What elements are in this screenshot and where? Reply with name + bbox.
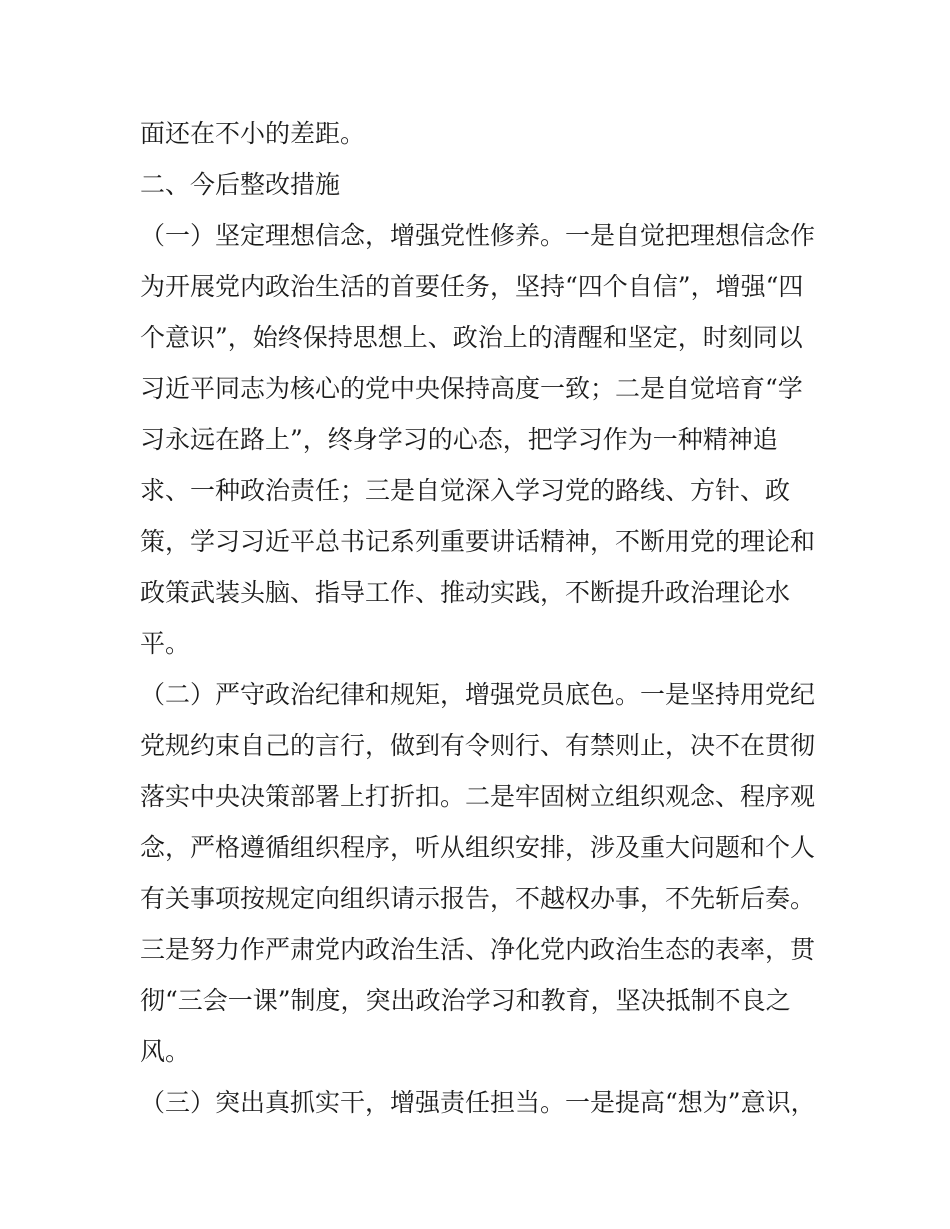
text-line: （一）坚定理想信念，增强党性修养。一是自觉把理想信念作 xyxy=(140,221,816,250)
text-line: 求、一种政治责任；三是自觉深入学习党的路线、方针、政 xyxy=(140,476,791,505)
text-line: 习近平同志为核心的党中央保持高度一致；二是自觉培育“学 xyxy=(140,374,803,403)
text-line: （三）突出真抓实干，增强责任担当。一是提高“想为”意识， xyxy=(140,1088,816,1117)
text-line: 为开展党内政治生活的首要任务，坚持“四个自信”，增强“四 xyxy=(140,272,804,301)
text-line: 落实中央决策部署上打折扣。二是牢固树立组织观念、程序观 xyxy=(140,782,816,811)
text-line: 个意识”，始终保持思想上、政治上的清醒和坚定，时刻同以 xyxy=(140,323,803,352)
text-line: 三是努力作严肃党内政治生活、净化党内政治生态的表率，贯 xyxy=(140,935,816,964)
text-line: 党规约束自己的言行，做到有令则行、有禁则止，决不在贯彻 xyxy=(140,731,816,760)
text-line: 念，严格遵循组织程序，听从组织安排，涉及重大问题和个人 xyxy=(140,833,816,862)
text-line: 彻“三会一课”制度，突出政治学习和教育，坚决抵制不良之 xyxy=(140,986,791,1015)
text-line: 习永远在路上”，终身学习的心态，把学习作为一种精神追 xyxy=(140,425,778,454)
text-line: 策，学习习近平总书记系列重要讲话精神，不断用党的理论和 xyxy=(140,527,816,556)
document-body xyxy=(140,108,820,1128)
text-line: 面还在不小的差距。 xyxy=(140,119,366,148)
text-line: 政策武装头脑、指导工作、推动实践，不断提升政治理论水 xyxy=(140,578,791,607)
text-line: （二）严守政治纪律和规矩，增强党员底色。一是坚持用党纪 xyxy=(140,680,816,709)
text-line: 有关事项按规定向组织请示报告，不越权办事，不先斩后奏。 xyxy=(140,884,816,913)
text-line: 平。 xyxy=(140,629,191,658)
text-line: 风。 xyxy=(140,1037,191,1066)
section-heading: 二、今后整改措施 xyxy=(140,170,341,199)
